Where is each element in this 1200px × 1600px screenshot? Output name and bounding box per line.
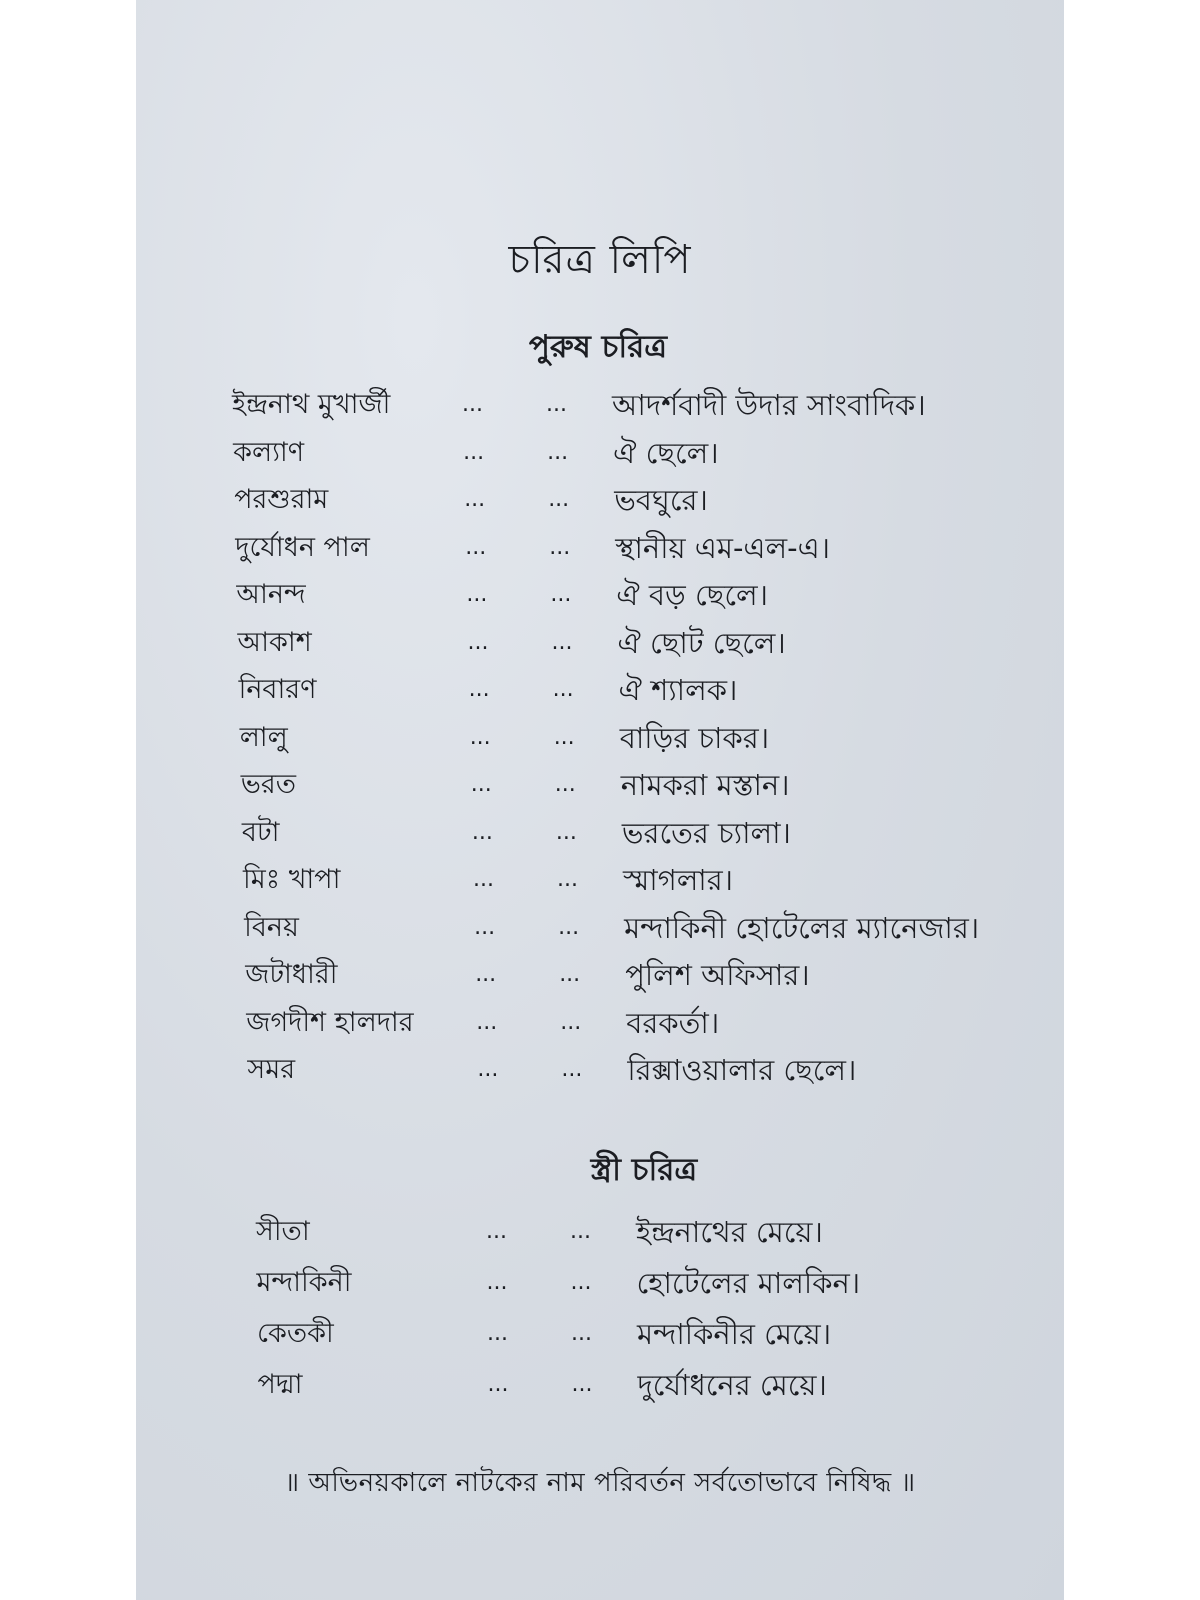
character-description: মন্দাকিনী হোটেলের ম্যানেজার।: [624, 910, 980, 945]
character-name: নিবারণ: [238, 674, 317, 705]
leader-dots: ...: [465, 534, 487, 560]
character-name: আকাশ: [237, 626, 312, 658]
leader-dots: ...: [475, 962, 497, 987]
character-description: রিক্সাওয়ালার ছেলে।: [627, 1053, 857, 1087]
character-description: ঐ ছেলে।: [613, 435, 719, 470]
character-name: ইন্দ্রনাথ মুখার্জী: [232, 389, 391, 420]
character-description: ভরতের চ্যালা।: [621, 815, 791, 850]
book-page: [136, 0, 1064, 1600]
character-name: বিনয়: [244, 911, 299, 943]
leader-dots: ...: [486, 1219, 507, 1244]
leader-dots: ...: [462, 392, 483, 417]
character-description: ইন্দ্রনাথের মেয়ে।: [636, 1215, 823, 1249]
leader-dots: ...: [546, 392, 567, 417]
character-description: নামকরা মস্তান।: [620, 768, 790, 802]
page-title: চরিত্র লিপি: [508, 237, 692, 283]
character-description: বাড়ির চাকর।: [619, 720, 770, 755]
leader-dots: ...: [473, 867, 494, 892]
character-name: কেতকী: [257, 1318, 334, 1349]
male-characters-heading: পুরুষ চরিত্র: [528, 329, 668, 365]
leader-dots: ...: [474, 914, 496, 940]
leader-dots: ...: [463, 439, 485, 465]
leader-dots: ...: [548, 487, 570, 512]
leader-dots: ...: [561, 1057, 583, 1082]
leader-dots: ...: [487, 1372, 509, 1397]
leader-dots: ...: [464, 487, 486, 512]
character-name: পরশুরাম: [234, 484, 329, 515]
leader-dots: ...: [571, 1372, 593, 1397]
leader-dots: ...: [477, 1057, 499, 1082]
character-description: ঐ বড় ছেলে।: [616, 578, 768, 612]
leader-dots: ...: [570, 1219, 591, 1244]
character-description: ভবঘুরে।: [614, 483, 708, 517]
leader-dots: ...: [549, 534, 571, 560]
character-name: বটা: [241, 816, 280, 848]
character-name: পদ্মা: [257, 1369, 303, 1400]
leader-dots: ...: [466, 582, 488, 607]
character-name: জগদীশ হালদার: [246, 1006, 414, 1038]
character-description: ঐ শ্যালক।: [618, 673, 738, 707]
leader-dots: ...: [555, 819, 577, 845]
character-name: লালু: [239, 721, 288, 753]
character-name: কল্যাণ: [233, 436, 305, 468]
leader-dots: ...: [486, 1270, 508, 1295]
leader-dots: ...: [557, 867, 578, 892]
leader-dots: ...: [553, 724, 575, 750]
leader-dots: ...: [571, 1321, 592, 1346]
leader-dots: ...: [551, 629, 573, 655]
female-characters-heading: স্ত্রী চরিত্র: [590, 1152, 698, 1188]
character-name: জটাধারী: [245, 959, 338, 990]
leader-dots: ...: [467, 629, 489, 655]
leader-dots: ...: [547, 439, 569, 465]
character-description: দুর্যোধনের মেয়ে।: [637, 1368, 827, 1402]
leader-dots: ...: [552, 677, 574, 702]
character-description: আদর্শবাদী উদার সাংবাদিক।: [612, 388, 926, 422]
leader-dots: ...: [570, 1270, 592, 1295]
leader-dots: ...: [468, 677, 490, 702]
leader-dots: ...: [550, 582, 572, 607]
leader-dots: ...: [558, 914, 580, 940]
leader-dots: ...: [470, 772, 492, 797]
character-description: হোটেলের মালকিন।: [636, 1266, 861, 1300]
leader-dots: ...: [476, 1009, 498, 1035]
character-name: ভরত: [240, 769, 297, 800]
character-name: সমর: [247, 1054, 296, 1085]
leader-dots: ...: [554, 772, 576, 797]
leader-dots: ...: [560, 1009, 582, 1035]
character-name: দুর্যোধন পাল: [235, 531, 370, 563]
character-description: পুলিশ অফিসার।: [625, 958, 810, 992]
character-name: মিঃ খাপা: [243, 864, 341, 895]
leader-dots: ...: [559, 962, 581, 987]
character-description: বরকর্তা।: [626, 1005, 720, 1040]
character-description: ঐ ছোট ছেলে।: [617, 625, 786, 660]
leader-dots: ...: [469, 724, 491, 750]
character-description: স্মাগলার।: [623, 863, 734, 897]
character-description: মন্দাকিনীর মেয়ে।: [637, 1317, 832, 1351]
character-name: আনন্দ: [236, 579, 306, 610]
leader-dots: ...: [471, 819, 493, 845]
character-name: মন্দাকিনী: [256, 1267, 352, 1298]
character-name: সীতা: [256, 1216, 310, 1247]
leader-dots: ...: [487, 1321, 508, 1346]
footer-notice: ॥ অভিনয়কালে নাটকের নাম পরিবর্তন সর্বতোভাবে নিষিদ্ধ ॥: [284, 1468, 916, 1498]
character-description: স্থানীয় এম-এল-এ।: [615, 530, 831, 565]
